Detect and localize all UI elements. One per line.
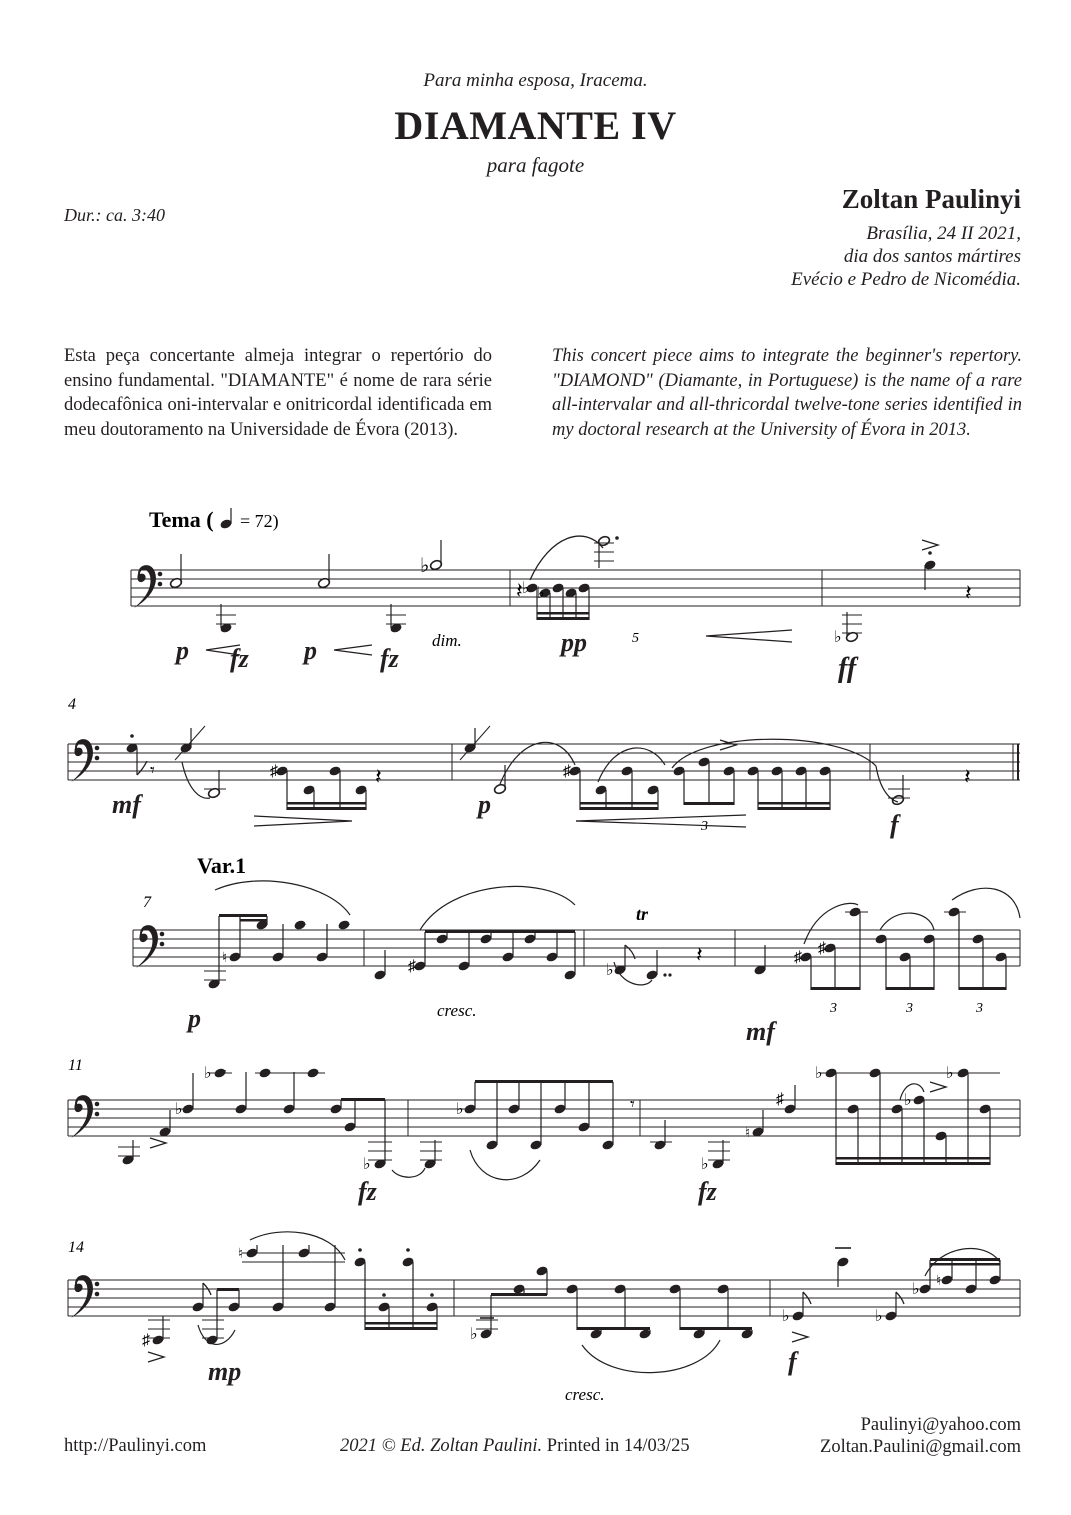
svg-text:♯: ♯ [270,763,278,780]
tuplet-3-c: 3 [906,1001,913,1016]
var1-label: Var.1 [197,853,247,878]
measure-10-notes [750,888,1020,1016]
svg-text:♯: ♯ [142,1332,150,1349]
cresc-mark-2: cresc. [565,1385,605,1404]
dyn-pp: pp [561,628,587,657]
dyn-f-2: f [788,1347,797,1376]
dyn-f-1: f [890,810,899,839]
measure-3-notes [834,540,972,646]
dyn-mp: mp [208,1357,242,1386]
svg-text:𝄾: 𝄾 [630,1094,635,1114]
svg-text:𝄽: 𝄽 [516,578,523,603]
bass-clef-icon [136,925,164,968]
svg-text:♯: ♯ [563,763,571,780]
system-3 [133,853,1020,1046]
svg-text:𝄽: 𝄽 [964,764,971,789]
tuplet-5: 5 [632,631,639,646]
bass-clef-icon [71,739,99,782]
date-line-2: dia dos santos mártires [843,246,1021,267]
dyn-fz-1: fz [230,644,249,673]
tuplet-3-d: 3 [976,1001,983,1016]
svg-text:♭: ♭ [537,585,545,602]
system-1 [131,507,1020,684]
bass-clef-icon [71,1095,99,1138]
svg-text:𝄽: 𝄽 [696,942,703,967]
system-4 [68,1057,1020,1206]
footer-email-2[interactable]: Zoltan.Paulini@gmail.com [820,1437,1021,1457]
footer-website[interactable]: http://Paulinyi.com [64,1436,207,1456]
svg-text:♭: ♭ [606,962,614,979]
footer-copyright-italic: 2021 © Ed. Zoltan Paulini. [340,1436,543,1456]
measure-7-notes [204,881,351,990]
dyn-fz-3: fz [358,1177,377,1206]
measure-16-notes [782,1248,1002,1342]
svg-text:♭: ♭ [904,1092,912,1109]
svg-text:♭: ♭ [782,1308,790,1325]
svg-text:♭: ♭ [522,580,530,597]
measure-15-notes [470,1265,754,1404]
intro-english: This concert piece aims to integrate the beginner's repertory. "DIAMOND" (Diamante, in Portuguese) is the name of a rare all-intervalar and all-thricordal twelve-tone series identified in my doctoral research at the University of Évora in 2013. [552,346,1022,440]
date-line-1: Brasília, 24 II 2021, [866,223,1021,244]
measure-13-notes [701,1065,1000,1173]
measure-11-notes [118,1065,425,1177]
measure-4-notes [125,726,381,810]
trill-mark: tr [636,904,649,924]
dyn-ff: ff [838,653,857,684]
svg-text:♭: ♭ [875,1308,883,1325]
dyn-p-1: p [176,636,189,665]
svg-text:♭: ♭ [470,1326,478,1343]
svg-text:𝄽: 𝄽 [375,764,382,789]
svg-text:𝄽: 𝄽 [965,580,972,605]
dyn-mf-2: mf [746,1017,775,1046]
dim-mark: dim. [432,631,462,650]
measure-8-notes [373,886,576,1020]
measure-number-7: 7 [143,894,151,911]
composer-name: Zoltan Paulinyi [841,184,1021,214]
svg-text:♭: ♭ [420,555,430,577]
bass-clef-icon [134,565,162,608]
svg-text:♭: ♭ [946,1065,954,1082]
footer-copyright [340,1436,690,1457]
system-5 [68,1232,1020,1404]
duration: Dur.: ca. 3:40 [64,205,165,225]
measure-9-notes [606,904,703,985]
dyn-fz-2: fz [380,644,399,673]
tempo-label: Tema ( [149,507,214,532]
footer-printed: Printed in 14/03/25 [542,1436,690,1456]
svg-text:♭: ♭ [363,1156,371,1173]
bass-clef-icon [71,1275,99,1318]
cresc-mark-1: cresc. [437,1001,477,1020]
svg-text:♮: ♮ [745,1126,751,1141]
svg-text:♮: ♮ [238,1247,244,1262]
tempo-value: = 72) [240,511,279,531]
measure-number-4: 4 [68,696,76,713]
footer-emails [820,1414,1021,1458]
svg-text:♭: ♭ [834,629,842,646]
measure-number-14: 14 [68,1239,84,1256]
svg-text:♮: ♮ [936,1274,942,1289]
svg-text:♯: ♯ [794,949,802,966]
svg-text:♯: ♯ [408,958,416,975]
svg-text:♯: ♯ [776,1091,784,1108]
dyn-p-3: p [478,790,491,819]
svg-text:♭: ♭ [815,1065,823,1082]
svg-text:♭: ♭ [912,1281,920,1298]
measure-number-11: 11 [68,1057,83,1074]
footer-email-1[interactable]: Paulinyi@yahoo.com [860,1415,1021,1435]
measure-1-notes [169,540,442,634]
measure-12-notes [420,1080,672,1180]
dyn-mf-1: mf [112,790,141,819]
svg-text:♭: ♭ [701,1156,709,1173]
svg-text:♭: ♭ [204,1065,212,1082]
date-line-3: Evécio e Pedro de Nicomédia. [791,269,1021,290]
dyn-fz-4: fz [698,1177,717,1206]
measure-14-notes [142,1232,439,1362]
svg-text:♯: ♯ [818,940,826,957]
svg-text:♭: ♭ [456,1101,464,1118]
system-2 [68,696,1020,839]
intro-portuguese: Esta peça concertante almeja integrar o repertório do ensino fundamental. "DIAMANTE" é nome de rara série dodecafônica oni-intervalar e onitricordal identificada em meu doutoramento na Universidade de Évora (2013). [64,346,492,440]
dedication: Para minha esposa, Iracema. [423,70,648,91]
svg-text:♭: ♭ [175,1101,183,1118]
tuplet-3-b: 3 [830,1001,837,1016]
dyn-p-4: p [188,1004,201,1033]
dyn-p-2: p [304,636,317,665]
svg-text:𝄾: 𝄾 [150,760,155,780]
tuplet-3-a: 3 [701,819,708,834]
measure-2-notes [516,535,619,620]
svg-text:♮: ♮ [222,951,228,966]
piece-title: DIAMANTE IV [394,103,677,148]
instrument-subtitle: para fagote [486,153,585,177]
